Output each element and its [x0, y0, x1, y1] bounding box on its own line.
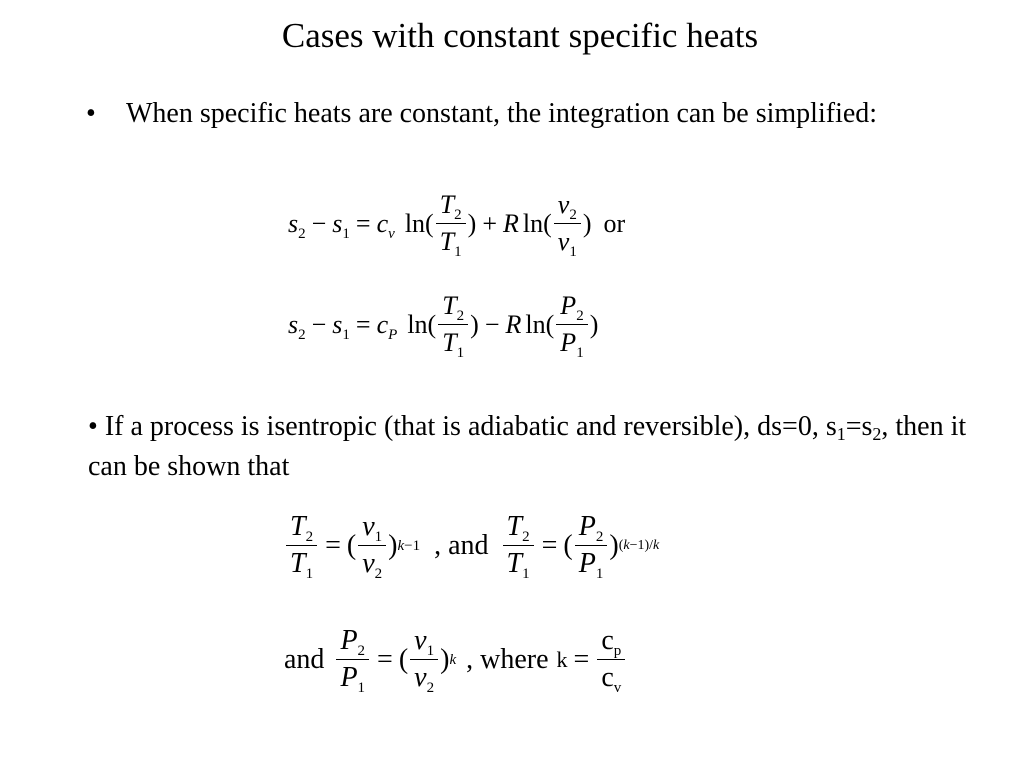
- bullet-text: =s: [845, 411, 873, 442]
- equation-conjunction: , where: [466, 643, 549, 675]
- bullet-point-2: [88, 407, 1008, 487]
- bullet-text: When specific heats are constant, the integration can be simplified:: [126, 98, 878, 129]
- subscript: 2: [872, 424, 882, 444]
- bullet-marker: •: [86, 98, 96, 129]
- equation-entropy-volume: $s_2$ − $s_1$ = $c_v$ ln( $\frac{T_2}{T_1}$ ) + R ln( $\frac{v_2}{v_1}$ ) or: [288, 190, 626, 260]
- slide-title: Cases with constant specific heats: [281, 16, 759, 55]
- subscript: 1: [836, 424, 846, 444]
- equation-lead: and: [284, 643, 325, 675]
- equation-isentropic-relations: $\frac{T_2}{T_1}$ = ( $\frac{v_1}{v_2}$ ) k−1 , and $\frac{T_2}{T_1}$ = ( $\frac{P_2}{P_1}$ ) (k−1)/k: [284, 512, 659, 579]
- equation-pressure-volume: and $\frac{P_2}{P_1}$ = ( $\frac{v_1}{v_2}$ ) k , where k = $\frac{c_p}{c_v}$: [284, 626, 627, 693]
- bullet-text: If a process is isentropic (that is adiabatic and reversible), ds=0, s: [97, 411, 837, 442]
- bullet-text: , then it can be shown that: [88, 411, 967, 482]
- equation-conjunction: , and: [434, 529, 489, 561]
- bullet-marker: •: [88, 411, 98, 442]
- equation-conjunction: or: [603, 208, 626, 238]
- equation-entropy-pressure: $s_2$ − $s_1$ = $c_P$ ln( $\frac{T_2}{T_1}$ ) − R ln( $\frac{P_2}{P_1}$ ): [288, 291, 599, 361]
